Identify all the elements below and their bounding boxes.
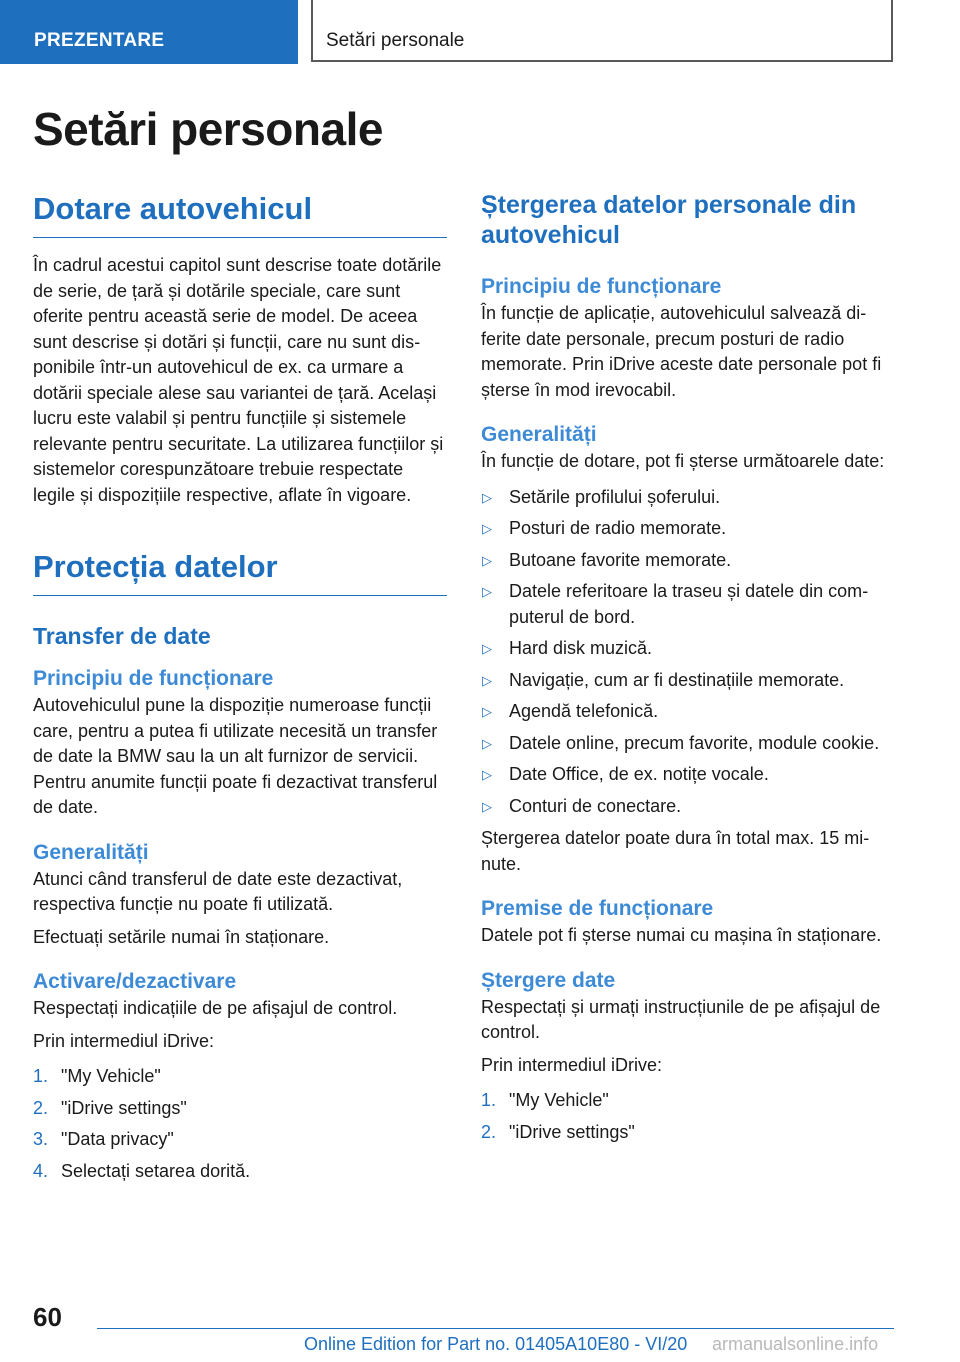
triangle-bullet-icon: ▷	[482, 641, 492, 656]
step-text: "iDrive settings"	[61, 1097, 187, 1118]
heading-premise: Premise de funcționare	[481, 897, 714, 920]
list-item	[481, 794, 894, 820]
steps-list-right	[481, 1088, 894, 1145]
heading-generalitati: Generalități	[33, 840, 149, 864]
bullet-text: Posturi de radio memorate.	[509, 518, 727, 538]
list-item	[33, 1064, 447, 1090]
paragraph-generalitati-2: Efectuați setările numai în staționare.	[33, 926, 330, 947]
paragraph-dotare: În cadrul acestui capitol sunt descrise toate dotările de serie, de țară și dotările speciale, care sunt oferite pentru această serie de model. De aceea sunt descrise și dotări și funcții, care nu sunt disponibile într-un autovehicul de ex. ca urmare a dotării speciale alese sau variantei de țară. Același lucru este valabil și pentru funcțiile și sistemele relevante pentru securitate. La utilizarea funcțiilor și sistemelor corespunzătoare trebuie respectate legile și dispozițiile respective, aflate în vigoare.	[33, 255, 444, 505]
bullet-text: Datele online, precum favorite, module cookie.	[509, 732, 880, 753]
list-item	[481, 668, 894, 694]
left-column	[33, 190, 447, 1184]
footer-divider	[97, 1328, 894, 1329]
heading-generalitati-right: Generalități	[481, 423, 597, 446]
paragraph-activare-1: Respectați indicațiile de pe afișajul de control.	[33, 998, 398, 1019]
step-number: 3.	[33, 1129, 49, 1150]
triangle-bullet-icon: ▷	[482, 767, 492, 782]
list-item	[481, 1088, 894, 1114]
step-number: 2.	[33, 1097, 49, 1118]
heading-stergere-date: Ștergere date	[481, 968, 616, 992]
paragraph-premise: Datele pot fi șterse numai cu mașina în staționare.	[481, 925, 882, 945]
bullet-text: Conturi de conectare.	[509, 795, 682, 816]
heading-activare: Activare/dezactivare	[33, 970, 237, 994]
heading-principiu-right: Principiu de funcționare	[481, 275, 722, 298]
page-title: Setări personale	[33, 103, 383, 155]
step-number: 1.	[481, 1090, 497, 1110]
header-section-box	[311, 0, 893, 62]
bullet-text: Hard disk muzică.	[509, 638, 653, 658]
heading-principiu: Principiu de funcționare	[33, 667, 274, 691]
section-title-dotare: Dotare autovehicul	[33, 190, 447, 238]
triangle-bullet-icon: ▷	[482, 521, 492, 536]
step-number: 4.	[33, 1160, 49, 1181]
list-item	[481, 516, 894, 542]
subsection-title-transfer: Transfer de date	[33, 623, 211, 650]
triangle-bullet-icon: ▷	[482, 704, 492, 719]
right-column	[481, 190, 894, 1145]
list-item	[33, 1096, 447, 1122]
bullet-text: Butoane favorite memorate.	[509, 549, 732, 570]
footer-watermark-logo: armanualsonline.info	[712, 1334, 879, 1354]
list-item	[481, 485, 894, 511]
list-item	[481, 1120, 894, 1146]
header-section-label: Setări personale	[326, 30, 465, 51]
list-item	[481, 636, 894, 662]
step-text: "My Vehicle"	[509, 1090, 609, 1110]
step-text: "Data privacy"	[61, 1129, 174, 1150]
triangle-bullet-icon: ▷	[482, 735, 492, 751]
deleted-data-list	[481, 485, 894, 820]
list-item	[481, 579, 894, 630]
section-title-protectia: Protecția datelor	[33, 548, 447, 596]
triangle-bullet-icon: ▷	[482, 672, 492, 688]
header-tab-label: PREZENTARE	[34, 30, 165, 51]
paragraph-generalitati-1: Atunci când transferul de date este dezactivat, respectiva funcție nu poate fi utilizată.	[33, 868, 403, 915]
step-number: 2.	[481, 1121, 497, 1142]
list-item	[481, 548, 894, 574]
bullet-text: Date Office, de ex. notițe vocale.	[509, 764, 769, 784]
step-text: Selectați setarea dorită.	[61, 1160, 251, 1181]
bullet-text: Setările profilului șoferului.	[509, 486, 721, 507]
triangle-bullet-icon: ▷	[482, 552, 492, 568]
paragraph-activare-2: Prin intermediul iDrive:	[33, 1030, 215, 1051]
list-item	[33, 1159, 447, 1185]
header-section-tab	[0, 0, 298, 64]
step-text: "iDrive settings"	[509, 1121, 635, 1142]
step-number: 1.	[33, 1066, 49, 1087]
triangle-bullet-icon: ▷	[482, 584, 492, 599]
bullet-text: Agendă telefonică.	[509, 701, 659, 721]
bullet-text: Datele referitoare la traseu și datele din computerul de bord.	[509, 581, 869, 627]
paragraph-stergere-1: Respectați și urmați instrucțiunile de pe afișajul de control.	[481, 996, 881, 1042]
list-item	[481, 762, 894, 788]
triangle-bullet-icon: ▷	[482, 798, 492, 814]
list-item	[481, 731, 894, 757]
list-item	[33, 1127, 447, 1153]
steps-list-left	[33, 1064, 447, 1184]
paragraph-principiu: Autovehiculul pune la dispoziție numeroase funcții care, pentru a putea fi utilizate necesită un transfer de date la BMW sau la un alt furnizor de servicii. Pentru anumite funcții poate fi dezactivat transferul de date.	[33, 695, 438, 818]
section-title-stergere: Ștergerea datelor personale din autovehicul	[481, 191, 857, 249]
paragraph-stergere-2: Prin intermediul iDrive:	[481, 1054, 663, 1075]
paragraph-generalitati-right: În funcție de dotare, pot fi șterse următoarele date:	[481, 451, 885, 471]
footer-edition: Online Edition for Part no. 01405A10E80 - VI/20	[304, 1334, 688, 1354]
step-text: "My Vehicle"	[61, 1066, 161, 1087]
paragraph-principiu-right: În funcție de aplicație, autovehiculul salvează diferite date personale, precum posturi de radio memorate. Prin iDrive aceste date personale pot fi șterse în mod irevocabil.	[481, 303, 882, 400]
triangle-bullet-icon: ▷	[482, 489, 492, 505]
paragraph-duration: Ștergerea datelor poate dura în total max. 15 minute.	[481, 828, 870, 874]
bullet-text: Navigație, cum ar fi destinațiile memorate.	[509, 669, 845, 690]
page-number: 60	[33, 1302, 62, 1332]
list-item	[481, 699, 894, 725]
